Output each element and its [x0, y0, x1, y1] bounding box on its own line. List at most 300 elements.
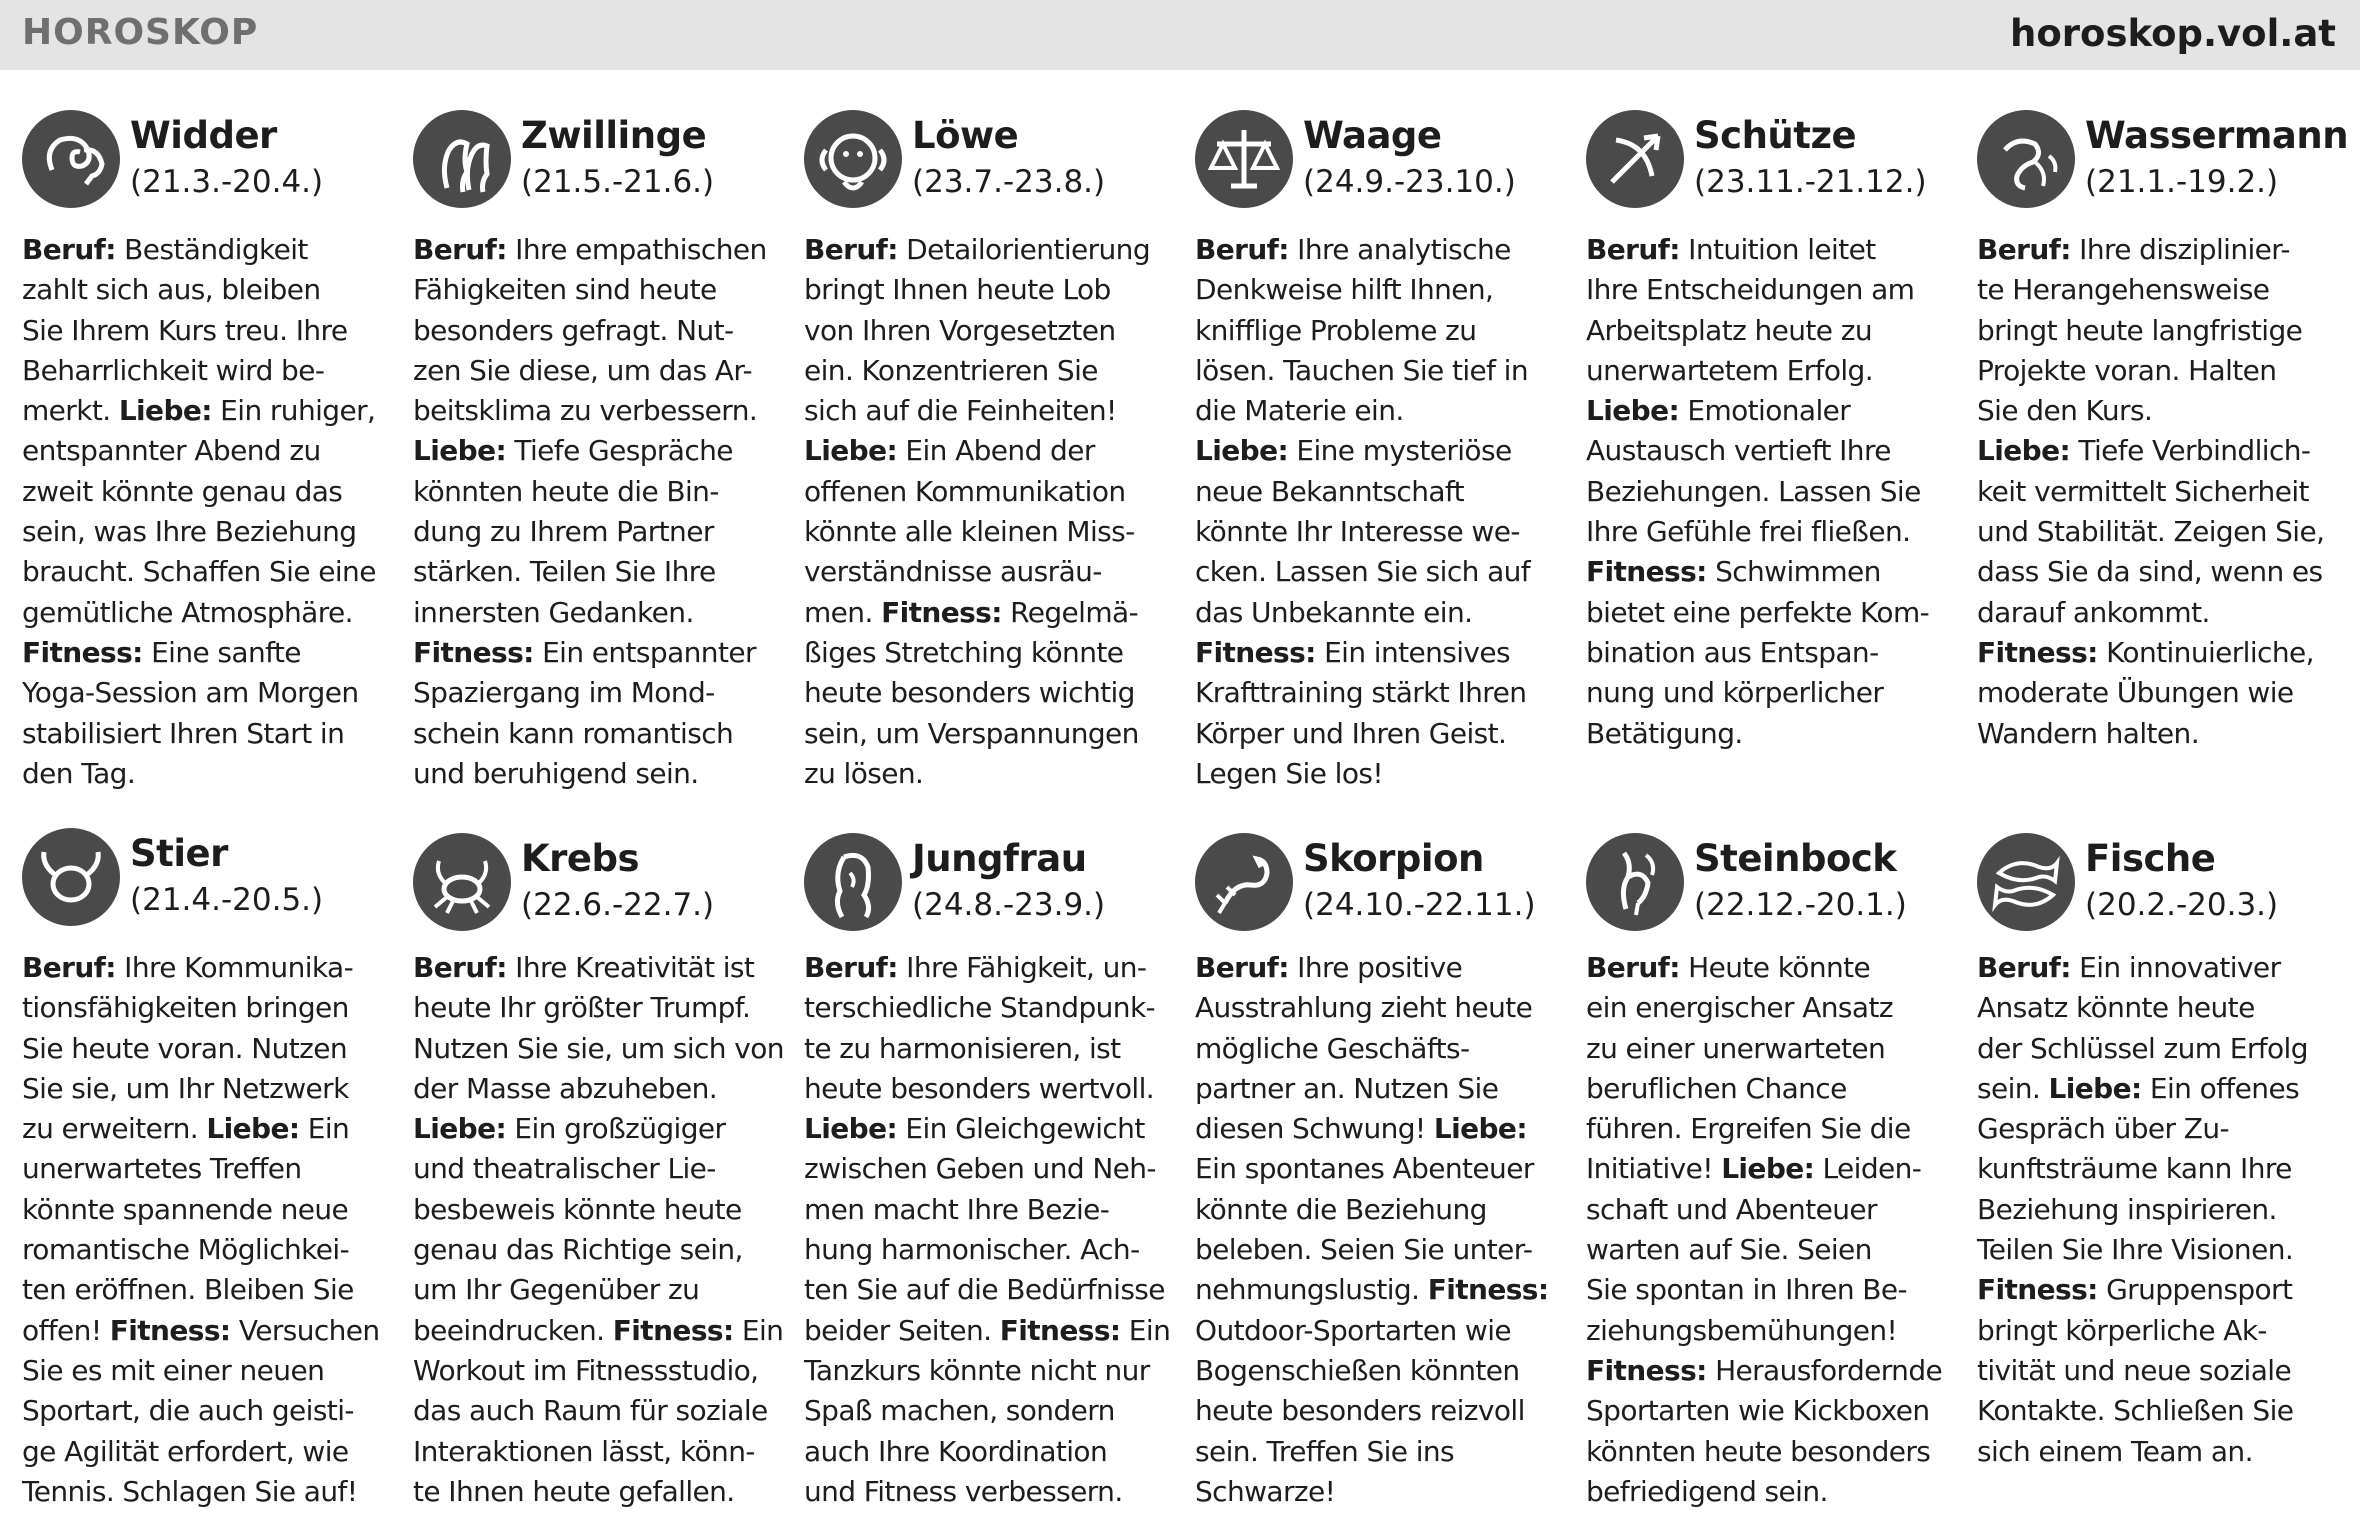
sign-name: Zwillinge — [521, 114, 707, 157]
text-line — [413, 1351, 785, 1391]
category-label: Liebe: — [206, 1112, 300, 1146]
text-segment: Körper und Ihren Geist. — [1195, 716, 1507, 750]
text-segment: Sie sie, um Ihr Netzwerk — [22, 1071, 349, 1105]
category-label: Beruf: — [1586, 951, 1680, 984]
text-line — [413, 230, 785, 270]
text-line — [413, 948, 785, 988]
sign-name: Steinbock — [1694, 837, 1897, 880]
text-segment: sein, um Verspannungen — [804, 716, 1139, 750]
text-line — [413, 1109, 785, 1149]
text-segment: heute besonders wichtig — [804, 676, 1135, 710]
category-label: Fitness: — [109, 1313, 231, 1347]
sign-text — [1977, 230, 2349, 754]
text-segment: das auch Raum für soziale — [413, 1394, 768, 1428]
text-segment: romantische Möglichkei- — [22, 1233, 350, 1267]
text-line — [22, 472, 394, 512]
text-segment: nung und körperlicher — [1586, 676, 1884, 710]
text-segment: entspannter Abend zu — [22, 434, 321, 468]
text-line — [804, 391, 1176, 431]
text-line — [1977, 1230, 2349, 1270]
text-line — [1195, 1029, 1567, 1069]
sign-text — [804, 230, 1176, 794]
text-segment: Arbeitsplatz heute zu — [1586, 313, 1872, 347]
text-segment: diesen Schwung! — [1195, 1112, 1434, 1146]
text-line — [1977, 1149, 2349, 1189]
text-line — [413, 1069, 785, 1109]
category-label: Fitness: — [1427, 1273, 1549, 1307]
text-line — [1195, 472, 1567, 512]
text-line — [1586, 1472, 1958, 1512]
archer-icon — [1586, 110, 1684, 208]
text-line — [1195, 1270, 1567, 1310]
text-segment: unerwartetem Erfolg. — [1586, 353, 1874, 387]
text-segment: bietet eine perfekte Kom- — [1586, 595, 1930, 629]
category-label: Fitness: — [413, 635, 534, 669]
sign-text — [1586, 230, 1958, 754]
text-segment: heute besonders reizvoll — [1195, 1394, 1525, 1428]
text-segment: Gruppensport — [2097, 1273, 2293, 1307]
sign-header — [804, 833, 1176, 935]
text-line — [413, 754, 785, 794]
text-segment: ten eröffnen. Bleiben Sie — [22, 1273, 354, 1307]
text-segment: Sie es mit einer neuen — [22, 1353, 325, 1387]
text-line — [1977, 593, 2349, 633]
sign-dates: (21.5.-21.6.) — [521, 164, 715, 200]
text-segment: gemütliche Atmosphäre. — [22, 595, 353, 629]
category-label: Liebe: — [804, 434, 898, 468]
text-segment: Tiefe Gespräche — [506, 434, 733, 468]
text-line — [1586, 1351, 1958, 1391]
sign-header — [413, 110, 785, 212]
text-line — [804, 1432, 1176, 1472]
text-line — [1586, 1029, 1958, 1069]
text-line — [804, 1391, 1176, 1431]
text-segment: ge Agilität erfordert, wie — [22, 1434, 349, 1468]
text-segment: Leiden- — [1814, 1152, 1922, 1186]
text-segment: Ihre positive — [1288, 951, 1463, 984]
text-line — [1977, 948, 2349, 988]
text-line — [22, 311, 394, 351]
text-line — [804, 948, 1176, 988]
text-segment: könnte spannende neue — [22, 1192, 349, 1226]
text-line — [22, 593, 394, 633]
text-line — [22, 230, 394, 270]
text-segment: Ein — [733, 1313, 784, 1347]
text-line — [1586, 1230, 1958, 1270]
text-line — [22, 1432, 394, 1472]
text-segment: Interaktionen lässt, könn- — [413, 1434, 755, 1468]
text-line — [413, 431, 785, 471]
text-segment: und Stabilität. Zeigen Sie, — [1977, 515, 2325, 549]
text-segment: Versuchen — [230, 1313, 380, 1347]
category-label: Fitness: — [1977, 635, 2098, 669]
sign-card-schütze — [1586, 110, 1958, 754]
text-segment: Austausch vertieft Ihre — [1586, 434, 1891, 468]
text-segment: zu einer unerwarteten — [1586, 1031, 1886, 1065]
text-line — [22, 633, 394, 673]
text-line — [1195, 1190, 1567, 1230]
sign-dates: (21.1.-19.2.) — [2085, 164, 2279, 200]
section-title: HOROSKOP — [22, 12, 259, 53]
text-line — [1586, 988, 1958, 1028]
text-segment: könnte alle kleinen Miss- — [804, 515, 1135, 549]
text-segment: Detailorientierung — [897, 233, 1150, 266]
text-segment: Sie spontan in Ihren Be- — [1586, 1273, 1908, 1307]
text-segment: nehmungslustig. — [1195, 1273, 1428, 1307]
text-line — [22, 754, 394, 794]
text-segment: tivität und neue soziale — [1977, 1353, 2292, 1387]
text-segment: Wandern halten. — [1977, 716, 2200, 750]
sign-card-fische — [1977, 828, 2349, 1472]
text-line — [1977, 270, 2349, 310]
text-line — [1977, 311, 2349, 351]
text-segment: terschiedliche Standpunk- — [804, 991, 1156, 1025]
text-line — [1586, 948, 1958, 988]
sign-header — [1195, 833, 1567, 935]
sign-text — [1586, 948, 1958, 1512]
text-line — [1977, 1311, 2349, 1351]
text-segment: hung harmonischer. Ach- — [804, 1233, 1140, 1267]
text-line — [1586, 431, 1958, 471]
text-segment: Krafttraining stärkt Ihren — [1195, 676, 1527, 710]
text-line — [413, 1029, 785, 1069]
sign-dates: (23.7.-23.8.) — [912, 164, 1106, 200]
text-segment: schein kann romantisch — [413, 716, 734, 750]
text-line — [1195, 552, 1567, 592]
text-line — [1977, 1432, 2349, 1472]
category-label: Beruf: — [413, 951, 507, 984]
text-segment: braucht. Schaffen Sie eine — [22, 555, 376, 589]
text-segment: Ihre disziplinier- — [2070, 233, 2290, 266]
text-segment: zu lösen. — [804, 756, 924, 790]
water-bearer-icon — [1977, 110, 2075, 208]
text-segment: Yoga-Session am Morgen — [22, 676, 359, 710]
text-line — [413, 1472, 785, 1512]
text-segment: partner an. Nutzen Sie — [1195, 1071, 1499, 1105]
text-line — [1586, 512, 1958, 552]
virgin-icon — [804, 833, 902, 931]
category-label: Fitness: — [22, 635, 143, 669]
text-line — [1195, 673, 1567, 713]
text-line — [1195, 1230, 1567, 1270]
text-line — [804, 270, 1176, 310]
text-segment: könnte die Beziehung — [1195, 1192, 1487, 1226]
text-segment: Sie Ihrem Kurs treu. Ihre — [22, 313, 348, 347]
sign-header — [1977, 110, 2349, 212]
text-segment: bringt Ihnen heute Lob — [804, 273, 1111, 307]
text-line — [1195, 754, 1567, 794]
text-line — [22, 1311, 394, 1351]
category-label: Fitness: — [1977, 1273, 2098, 1307]
text-line — [804, 633, 1176, 673]
twins-icon — [413, 110, 511, 208]
text-segment: und Fitness verbessern. — [804, 1474, 1123, 1508]
text-segment: Ihre Fähigkeit, un- — [897, 951, 1147, 984]
category-label: Beruf: — [413, 233, 507, 266]
sign-name: Krebs — [521, 837, 640, 880]
text-line — [413, 1190, 785, 1230]
text-segment: heute besonders wertvoll. — [804, 1071, 1155, 1105]
text-segment: innersten Gedanken. — [413, 595, 694, 629]
text-line — [804, 593, 1176, 633]
text-segment: kunftsträume kann Ihre — [1977, 1152, 2292, 1186]
text-line — [1195, 1391, 1567, 1431]
text-segment: Sie den Kurs. — [1977, 394, 2153, 428]
text-segment: Ein intensives — [1315, 635, 1511, 669]
text-segment: cken. Lassen Sie sich auf — [1195, 555, 1531, 589]
category-label: Beruf: — [22, 233, 116, 266]
text-line — [1195, 1432, 1567, 1472]
text-segment: Ausstrahlung zieht heute — [1195, 991, 1533, 1025]
text-segment: Ihre Kreativität ist — [506, 951, 755, 984]
category-label: Liebe: — [1586, 394, 1680, 428]
text-segment: Sie heute voran. Nutzen — [22, 1031, 347, 1065]
sign-header — [1586, 833, 1958, 935]
text-line — [413, 311, 785, 351]
text-segment: bination aus Entspan- — [1586, 635, 1879, 669]
crab-icon — [413, 833, 511, 931]
text-segment: Spaß machen, sondern — [804, 1394, 1115, 1428]
sign-text — [1195, 230, 1567, 794]
text-line — [1977, 1351, 2349, 1391]
text-line — [1977, 1270, 2349, 1310]
category-label: Liebe: — [2048, 1071, 2142, 1105]
text-segment: Ein innovativer — [2070, 951, 2281, 984]
text-line — [804, 1351, 1176, 1391]
text-segment: befriedigend sein. — [1586, 1474, 1828, 1508]
category-label: Fitness: — [881, 595, 1002, 629]
text-line — [1977, 552, 2349, 592]
text-segment: Beziehungen. Lassen Sie — [1586, 474, 1921, 508]
text-segment: beitsklima zu verbessern. — [413, 394, 758, 428]
text-segment: genau das Richtige sein, — [413, 1233, 743, 1267]
text-line — [22, 552, 394, 592]
text-line — [1977, 431, 2349, 471]
text-segment: dass Sie da sind, wenn es — [1977, 555, 2323, 589]
text-segment: Tiefe Verbindlich- — [2070, 434, 2311, 468]
text-segment: Ihre empathischen — [506, 233, 767, 266]
text-segment: könnten heute die Bin- — [413, 474, 719, 508]
text-line — [413, 1270, 785, 1310]
text-segment: mögliche Geschäfts- — [1195, 1031, 1470, 1065]
text-line — [1586, 270, 1958, 310]
text-segment: der Masse abzuheben. — [413, 1071, 718, 1105]
text-segment: sein. — [1977, 1071, 2049, 1105]
sign-dates: (24.9.-23.10.) — [1303, 164, 1516, 200]
text-line — [1977, 351, 2349, 391]
category-label: Beruf: — [1977, 951, 2071, 984]
text-line — [22, 948, 394, 988]
text-segment: te Herangehensweise — [1977, 273, 2270, 307]
text-segment: schaft und Abenteuer — [1586, 1192, 1877, 1226]
text-segment: Beharrlichkeit wird be- — [22, 353, 325, 387]
text-segment: Eine mysteriöse — [1288, 434, 1512, 468]
text-line — [1586, 1432, 1958, 1472]
text-segment: ßiges Stretching könnte — [804, 635, 1124, 669]
text-segment: men macht Ihre Bezie- — [804, 1192, 1110, 1226]
text-line — [804, 673, 1176, 713]
text-line — [1195, 391, 1567, 431]
text-line — [804, 1230, 1176, 1270]
sign-card-steinbock — [1586, 828, 1958, 1512]
sign-text — [413, 948, 785, 1512]
sign-card-stier — [22, 828, 394, 1512]
sign-name: Wassermann — [2085, 114, 2349, 157]
text-line — [1586, 633, 1958, 673]
text-segment: könnten heute besonders — [1586, 1434, 1931, 1468]
text-segment: Ein spontanes Abenteuer — [1195, 1152, 1534, 1186]
sign-dates: (22.12.-20.1.) — [1694, 887, 1907, 923]
text-line — [1977, 1190, 2349, 1230]
text-segment: Ein — [1120, 1313, 1171, 1347]
text-line — [1977, 230, 2349, 270]
text-line — [22, 270, 394, 310]
text-segment: ten Sie auf die Bedürfnisse — [804, 1273, 1165, 1307]
category-label: Liebe: — [1977, 434, 2071, 468]
text-segment: Ein ruhiger, — [211, 394, 376, 428]
text-line — [804, 1029, 1176, 1069]
text-segment: Ansatz könnte heute — [1977, 991, 2255, 1025]
fish-icon — [1977, 833, 2075, 931]
text-segment: Ihre Kommunika- — [115, 951, 354, 984]
sign-dates: (22.6.-22.7.) — [521, 887, 715, 923]
text-line — [1195, 1351, 1567, 1391]
text-line — [1977, 1391, 2349, 1431]
text-segment: Denkweise hilft Ihnen, — [1195, 273, 1494, 307]
text-line — [22, 988, 394, 1028]
text-segment: Projekte voran. Halten — [1977, 353, 2277, 387]
text-line — [1586, 1270, 1958, 1310]
text-line — [1195, 431, 1567, 471]
text-segment: offen! — [22, 1313, 110, 1347]
text-segment: besbeweis könnte heute — [413, 1192, 742, 1226]
text-line — [1586, 351, 1958, 391]
text-segment: Kontinuierliche, — [2097, 635, 2314, 669]
text-segment: Schwimmen — [1706, 555, 1881, 589]
text-segment: sich einem Team an. — [1977, 1434, 2253, 1468]
text-line — [1195, 1109, 1567, 1149]
text-line — [1586, 472, 1958, 512]
text-line — [22, 673, 394, 713]
sign-header — [1977, 833, 2349, 935]
text-segment: warten auf Sie. Seien — [1586, 1233, 1872, 1267]
bull-icon — [22, 828, 120, 926]
text-segment: das Unbekannte ein. — [1195, 595, 1473, 629]
text-segment: Intuition leitet — [1679, 233, 1876, 266]
sign-text — [22, 948, 394, 1512]
text-line — [22, 1109, 394, 1149]
text-segment: Beziehung inspirieren. — [1977, 1192, 2277, 1226]
text-line — [1977, 391, 2349, 431]
category-label: Beruf: — [1195, 233, 1289, 266]
text-segment: bringt körperliche Ak- — [1977, 1313, 2267, 1347]
text-segment: Ein entspannter — [533, 635, 756, 669]
text-segment: Outdoor-Sportarten wie — [1195, 1313, 1512, 1347]
sign-name: Jungfrau — [912, 837, 1087, 880]
category-label: Fitness: — [1586, 555, 1707, 589]
sign-name: Stier — [130, 832, 228, 875]
lion-icon — [804, 110, 902, 208]
text-segment: tionsfähigkeiten bringen — [22, 991, 349, 1025]
text-segment: Ein Abend der — [897, 434, 1095, 468]
text-line — [22, 351, 394, 391]
text-line — [22, 714, 394, 754]
text-segment: neue Bekanntschaft — [1195, 474, 1465, 508]
text-segment: Ihre analytische — [1288, 233, 1511, 266]
text-segment: Tanzkurs könnte nicht nur — [804, 1353, 1150, 1387]
text-line — [22, 1190, 394, 1230]
text-line — [1195, 1311, 1567, 1351]
text-line — [804, 1109, 1176, 1149]
text-segment: moderate Übungen wie — [1977, 676, 2294, 710]
ram-icon — [22, 110, 120, 208]
text-line — [413, 270, 785, 310]
text-line — [1977, 673, 2349, 713]
text-segment: men. — [804, 595, 882, 629]
sign-dates: (21.3.-20.4.) — [130, 164, 324, 200]
sign-dates: (21.4.-20.5.) — [130, 882, 324, 918]
text-segment: unerwartetes Treffen — [22, 1152, 302, 1186]
category-label: Liebe: — [1195, 434, 1289, 468]
text-segment: Ihre Entscheidungen am — [1586, 273, 1915, 307]
text-line — [413, 512, 785, 552]
text-line — [1586, 311, 1958, 351]
text-segment: verständnisse ausräu- — [804, 555, 1102, 589]
text-segment: von Ihren Vorgesetzten — [804, 313, 1116, 347]
text-line — [413, 1149, 785, 1189]
sign-name: Widder — [130, 114, 277, 157]
text-segment: den Tag. — [22, 756, 136, 790]
text-segment: Kontakte. Schließen Sie — [1977, 1394, 2294, 1428]
text-segment: te zu harmonisieren, ist — [804, 1031, 1121, 1065]
text-line — [22, 1149, 394, 1189]
text-segment: darauf ankommt. — [1977, 595, 2210, 629]
text-segment: Ein großzügiger — [506, 1112, 726, 1146]
sign-header — [22, 110, 394, 212]
text-segment: Eine sanfte — [142, 635, 301, 669]
text-line — [1586, 1190, 1958, 1230]
text-segment: beider Seiten. — [804, 1313, 1000, 1347]
text-line — [804, 754, 1176, 794]
text-segment: und beruhigend sein. — [413, 756, 699, 790]
category-label: Liebe: — [804, 1112, 898, 1146]
text-segment: beleben. Seien Sie unter- — [1195, 1233, 1533, 1267]
text-line — [1977, 714, 2349, 754]
text-segment: Tennis. Schlagen Sie auf! — [22, 1474, 358, 1508]
text-line — [1195, 948, 1567, 988]
text-line — [804, 1190, 1176, 1230]
text-segment: beeindrucken. — [413, 1313, 613, 1347]
text-line — [22, 1029, 394, 1069]
text-segment: Beständigkeit — [115, 233, 308, 266]
text-segment: sich auf die Feinheiten! — [804, 394, 1117, 428]
text-segment: Ein offenes — [2141, 1071, 2300, 1105]
text-segment: Ein — [299, 1112, 350, 1146]
site-url-link[interactable]: horoskop.vol.at — [2010, 12, 2336, 55]
text-line — [1586, 1069, 1958, 1109]
sign-dates: (24.10.-22.11.) — [1303, 887, 1536, 923]
sign-text — [413, 230, 785, 794]
text-segment: Nutzen Sie sie, um sich von — [413, 1031, 784, 1065]
text-segment: knifflige Probleme zu — [1195, 313, 1477, 347]
text-line — [804, 512, 1176, 552]
text-segment: bringt heute langfristige — [1977, 313, 2303, 347]
text-line — [1586, 1109, 1958, 1149]
text-line — [1195, 988, 1567, 1028]
text-segment: Spaziergang im Mond- — [413, 676, 715, 710]
category-label: Liebe: — [1721, 1152, 1815, 1186]
category-label: Fitness: — [1195, 635, 1316, 669]
